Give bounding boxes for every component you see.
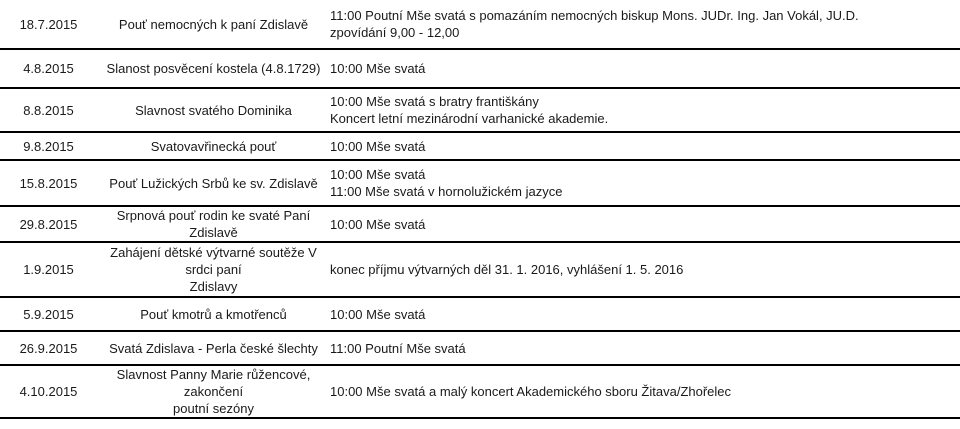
event-name-line: Svatovavřinecká pouť (150, 138, 277, 154)
program-line: 10:00 Mše svatá (330, 138, 426, 154)
event-program (330, 242, 960, 297)
schedule-row (0, 49, 960, 88)
event-name-line: Slavnost Panny Marie růžencové, zakončení (116, 367, 311, 399)
event-name (97, 206, 330, 242)
event-name-line: poutní sezóny (173, 401, 254, 416)
event-name-line: Pouť Lužických Srbů ke sv. Zdislavě (109, 175, 318, 191)
event-date: 29.8.2015 (19, 216, 78, 232)
schedule-row (0, 0, 960, 49)
program-line: 10:00 Mše svatá a malý koncert Akademického sboru Žitava/Zhořelec (330, 384, 732, 399)
program-line: zpovídání 9,00 - 12,00 (330, 25, 460, 40)
event-name (97, 242, 330, 297)
event-program (330, 0, 960, 49)
schedule-row (0, 297, 960, 331)
event-name (97, 88, 330, 132)
event-name (97, 365, 330, 418)
schedule-row (0, 88, 960, 132)
event-date: 5.9.2015 (23, 306, 74, 322)
event-program (330, 88, 960, 132)
program-line: 11:00 Poutní Mše svatá (330, 340, 466, 356)
event-name (97, 331, 330, 365)
event-name-line: Pouť nemocných k paní Zdislavě (118, 16, 309, 32)
program-line: 11:00 Poutní Mše svatá s pomazáním nemocných biskup Mons. JUDr. Ing. Jan Vokál, JU.D. (330, 8, 859, 23)
program-line: 10:00 Mše svatá (330, 167, 426, 182)
event-date: 26.9.2015 (19, 340, 78, 356)
event-name-line: Slanost posvěcení kostela (4.8.1729) (106, 61, 321, 76)
event-date: 4.8.2015 (23, 61, 74, 76)
event-name-line: Zdislavy (189, 279, 238, 294)
event-program (330, 206, 960, 242)
schedule-row (0, 331, 960, 365)
event-name (97, 160, 330, 206)
event-date: 4.10.2015 (19, 384, 78, 399)
schedule-row (0, 132, 960, 160)
event-program (330, 297, 960, 331)
schedule-row (0, 365, 960, 418)
program-line: 10:00 Mše svatá (330, 61, 426, 76)
event-name (97, 0, 330, 49)
event-program (330, 49, 960, 88)
program-line: 10:00 Mše svatá (330, 306, 426, 322)
event-name (97, 49, 330, 88)
event-name-line: Srpnová pouť rodin ke svaté Paní Zdislavě (116, 208, 311, 240)
schedule-row (0, 160, 960, 206)
schedule-row (0, 242, 960, 297)
event-name (97, 297, 330, 331)
program-line: 11:00 Mše svatá v hornolužickém jazyce (330, 184, 563, 199)
event-name-line: Pouť kmotrů a kmotřenců (140, 306, 287, 322)
program-line: Koncert letní mezinárodní varhanické akademie. (330, 111, 609, 126)
event-name (97, 132, 330, 160)
event-date: 9.8.2015 (23, 138, 74, 154)
event-program (330, 331, 960, 365)
event-date: 15.8.2015 (19, 175, 78, 191)
event-program (330, 132, 960, 160)
program-line: 10:00 Mše svatá s bratry františkány (330, 94, 539, 109)
event-date: 18.7.2015 (19, 16, 78, 32)
program-line: 10:00 Mše svatá (330, 216, 426, 232)
event-date: 8.8.2015 (23, 102, 74, 118)
event-program (330, 160, 960, 206)
event-name-line: Svatá Zdislava - Perla české šlechty (109, 340, 318, 356)
event-program (330, 365, 960, 418)
event-name-line: Slavnost svatého Dominika (135, 102, 292, 118)
event-date: 1.9.2015 (23, 262, 74, 277)
schedule-row (0, 206, 960, 242)
event-name-line: Zahájení dětské výtvarné soutěže V srdci paní (110, 245, 317, 277)
program-line: konec příjmu výtvarných děl 31. 1. 2016, vyhlášení 1. 5. 2016 (330, 262, 684, 277)
